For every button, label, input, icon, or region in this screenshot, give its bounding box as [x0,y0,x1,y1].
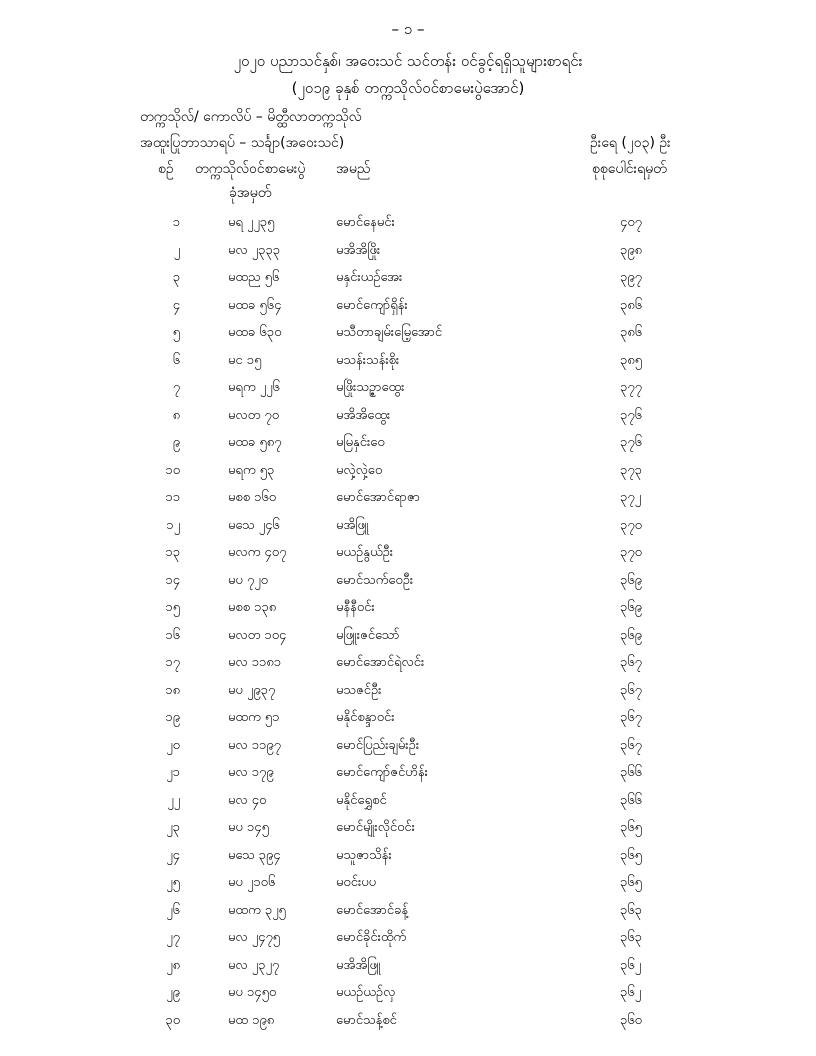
student-name: မယဉ်ယဉ်လှ [336,985,396,1000]
header-name: အမည် [336,161,371,177]
table-row [0,1010,816,1038]
total-marks: ၄၀၇ [620,215,642,230]
student-name: မဖြူးဇင်သော် [336,627,400,643]
roll-number: မလ ၂၃၂၇ [228,957,280,973]
university-line: တက္ကသိုလ်/ ကောလိပ် – မိတ္ထီလာတက္ကသိုလ် [140,109,362,125]
total-marks: ၃၇၇ [620,380,642,395]
row-number: ၁၂ [166,517,180,533]
total-marks: ၃၇၀ [620,545,642,560]
table-row [0,625,816,653]
total-marks: ၃၆၃ [620,902,642,918]
row-number: ၂၁ [166,765,180,780]
table-row [0,240,816,268]
row-number: ၅ [172,325,180,340]
roll-number: မင ၁၅ [228,352,262,368]
table-row [0,460,816,488]
student-name: မောင်အောင်ရာဇာ [336,490,420,505]
total-marks: ၃၆၅ [620,847,642,863]
student-name: မနိုင်စန္ဒာဝင်း [336,710,395,725]
total-marks: ၃၆၇ [620,682,642,698]
table-row [0,515,816,543]
row-number: ၈ [172,407,180,423]
table-row [0,982,816,1010]
page-number: – ၁ – [391,20,425,38]
table-row [0,542,816,570]
total-marks: ၃၆၆ [620,765,642,780]
row-number: ၉ [172,435,180,450]
table-row [0,295,816,323]
roll-number: မလ ၂၄၇၅ [228,930,281,945]
roll-number: မရက ၅၃ [228,462,275,478]
row-number: ၁၄ [165,572,180,588]
subject-line: အထူးပြုဘာသာရပ် – သင်္ချာ(အဝေးသင်) [140,135,345,151]
table-row [0,845,816,873]
header-roll-line2: ခုံအမှတ် [229,185,272,201]
student-name: မသန်းသန်းစိုး [336,352,400,368]
roll-number: မထည ၅၆ [228,270,280,285]
roll-number: မလ ၂၃၃၃ [228,242,281,258]
student-name: မအိအိထွေး [336,407,391,423]
student-name: မောင်သက်ဝေဦး [336,572,414,588]
roll-number: မရက ၂၂၆ [228,380,280,395]
row-number: ၂၈ [166,957,180,973]
table-row [0,487,816,515]
student-name: မအိအိဖြူ [336,957,381,973]
total-marks: ၃၆၆ [620,792,642,808]
row-number: ၃ [172,270,180,285]
row-number: ၂ [173,242,180,258]
total-marks: ၃၆၀ [620,1012,642,1028]
student-name: မောင်ခိုင်းထိုက် [336,930,407,945]
row-number: ၂၇ [166,930,180,945]
table-row [0,900,816,928]
roll-number: မထက ၅၁ [228,710,280,725]
student-name: မအိအိဖြိုး [336,242,381,258]
student-name: မနှင်းယဉ်အေး [336,270,403,285]
row-number: ၂၉ [166,985,180,1000]
header-roll-line1: တက္ကသိုလ်ဝင်စာမေးပွဲ [195,161,306,177]
roll-number: မလတ ၁၀၄ [228,627,287,643]
table-row [0,790,816,818]
roll-number: မလ ၁၁၈၁ [228,655,282,670]
table-row [0,762,816,790]
roll-number: မထ ၁၉၈ [228,1012,275,1028]
student-name: မသဇင်ဦး [336,682,382,698]
table-row [0,597,816,625]
table-row [0,405,816,433]
student-name: မောင်နေမင်း [336,215,395,230]
roll-number: မရ ၂၂၃၅ [228,215,275,230]
total-marks: ၃၆၃ [620,930,642,945]
results-list [0,212,816,1037]
student-name: မနီနီဝင်း [336,600,375,615]
student-name: မောင်ပြည်းချမ်းဦး [336,737,420,753]
total-marks: ၃၇၂ [620,490,642,505]
row-number: ၁ [172,215,180,230]
table-row [0,267,816,295]
table-row [0,432,816,460]
roll-number: မလ ၄၀ [228,792,267,808]
row-number: ၂၆ [166,902,180,918]
header-marks: စုစုပေါင်းရမှတ် [592,161,667,177]
roll-number: မပ ၁၄၅ [228,820,269,835]
total-marks: ၃၈၆ [620,297,643,313]
total-marks: ၃၆၂ [620,957,642,973]
row-number: ၇ [172,380,180,395]
table-row [0,652,816,680]
row-number: ၁၈ [165,682,180,698]
table-row [0,377,816,405]
row-number: ၁၁ [165,490,180,505]
row-number: ၂၀ [166,737,180,753]
total-marks: ၃၇၀ [620,517,642,533]
roll-number: မလက ၄၀၇ [228,545,287,560]
total-marks: ၃၈၅ [620,352,643,368]
total-marks: ၃၆၉ [620,627,642,643]
total-count: ဦးရေ (၂၀၃) ဦး [590,135,671,151]
table-row [0,927,816,955]
student-name: မောင်သန့်စင် [336,1012,397,1028]
table-row [0,817,816,845]
total-marks: ၃၆၇ [620,737,642,753]
total-marks: ၃၆၇ [620,655,642,670]
student-name: မောင်မျိုးလိုင်ဝင်း [336,820,415,835]
roll-number: မထခ ၅၆၄ [228,297,282,313]
row-number: ၂၃ [166,820,180,835]
student-name: မယဉ်နွယ်ဦး [336,545,394,560]
table-row [0,212,816,240]
total-marks: ၃၆၇ [620,710,642,725]
total-marks: ၃၆၉ [620,600,642,615]
row-number: ၁၉ [165,710,180,725]
roll-number: မလ ၁၁၉၇ [228,737,281,753]
header-number: စဉ် [158,161,174,177]
row-number: ၁၅ [165,600,180,615]
row-number: ၄ [172,297,180,313]
student-name: မောင်ကျော်ဇင်ဟိန်း [336,765,428,780]
total-marks: ၃၆၅ [620,875,642,890]
document-subtitle: (၂၀၁၉ ခုနှစ် တက္ကသိုလ်ဝင်စာမေးပွဲအောင်) [291,79,525,97]
roll-number: မသေ ၂၄၆ [228,517,280,533]
student-name: မအိဖြူ [336,517,369,533]
roll-number: မစစ ၁၃၈ [228,600,277,615]
table-row [0,955,816,983]
total-marks: ၃၉၈ [620,242,643,258]
student-name: မလှဲ့လှဲ့ဝေ [336,462,383,478]
roll-number: မထခ ၅၈၇ [228,435,282,450]
row-number: ၁၆ [165,627,180,643]
table-row [0,707,816,735]
table-row [0,680,816,708]
roll-number: မစစ ၁၆၀ [228,490,277,505]
row-number: ၁၇ [165,655,180,670]
student-name: မောင်ကျော်ရှိန်း [336,297,408,313]
total-marks: ၃၈၆ [620,325,643,340]
table-row [0,570,816,598]
row-number: ၁၀ [165,462,180,478]
student-name: မောင်အောင်ခန့် [336,902,409,918]
row-number: ၂၂ [167,792,180,808]
roll-number: မပ ၁၄၅၀ [228,985,277,1000]
roll-number: မလ ၁၇၉ [228,765,274,780]
roll-number: မပ ၂၉၃၇ [228,682,276,698]
document-title: ၂၀၂၀ ပညာသင်နှစ်၊ အဝေးသင် သင်တန်း ဝင်ခွင့်ရရှိသူများစာရင်း [233,52,583,70]
roll-number: မထက ၃၂၅ [228,902,286,918]
student-name: မသူဇာသိန်း [336,847,392,863]
table-row [0,872,816,900]
roll-number: မထခ ၆၃၀ [228,325,282,340]
row-number: ၂၄ [166,847,180,863]
roll-number: မပ ၂၁၀၆ [228,875,276,890]
row-number: ၁၃ [165,545,180,560]
roll-number: မပ ၇၂၀ [228,572,268,588]
total-marks: ၃၇၃ [620,462,642,478]
roll-number: မလတ ၇၀ [228,407,280,423]
student-name: မောင်အောင်ရဲလင်း [336,655,425,670]
table-row [0,322,816,350]
row-number: ၆ [172,352,180,368]
student-name: မဝင်းပပ [336,875,377,890]
student-name: မသီတာချမ်းမြေ့အောင် [336,325,443,340]
table-row [0,735,816,763]
student-name: မနိုင်ရွှေစင် [336,792,387,808]
total-marks: ၃၇၆ [620,407,642,423]
total-marks: ၃၉၇ [620,270,642,285]
row-number: ၂၅ [166,875,180,890]
roll-number: မသေ ၃၉၄ [228,847,281,863]
student-name: မမြနှင်းဝေ [336,435,385,450]
total-marks: ၃၆၉ [620,572,642,588]
row-number: ၃၀ [165,1012,180,1028]
total-marks: ၃၆၅ [620,820,642,835]
table-row [0,350,816,378]
total-marks: ၃၆၂ [620,985,642,1000]
total-marks: ၃၇၆ [620,435,642,450]
student-name: မဖြိုးသဉ္ဇာထွေး [336,380,405,395]
